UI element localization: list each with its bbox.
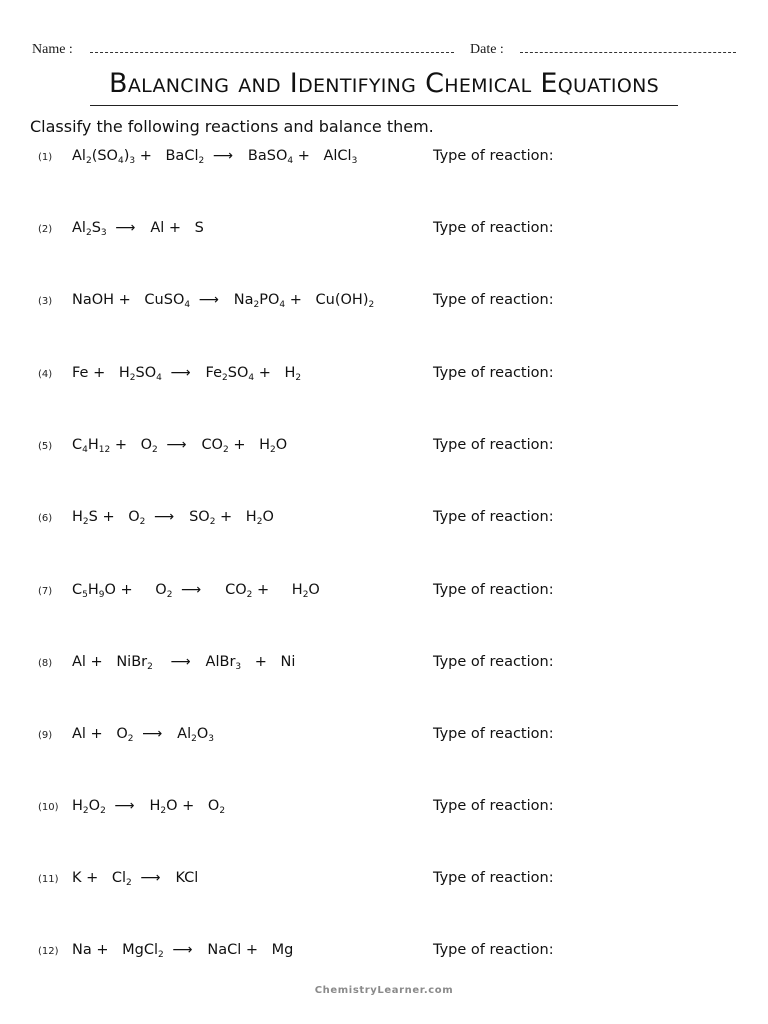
arrow-icon: ⟶ <box>142 726 163 742</box>
type-of-reaction-label: Type of reaction: <box>433 726 554 742</box>
arrow-icon: ⟶ <box>181 582 202 598</box>
chemical-equation: $Al_2(SO_4)_3$ + BaCl$_2$ ⟶ BaSO$_4$ + AlCl$_3$ <box>72 148 358 166</box>
instructions: Classify the following reactions and balance them. <box>30 117 434 136</box>
type-of-reaction-label: Type of reaction: <box>433 365 554 381</box>
type-of-reaction-label: Type of reaction: <box>433 437 554 453</box>
arrow-icon: ⟶ <box>198 292 219 308</box>
chemical-equation: $C_4H_{12} + O_2$ ⟶ $CO_2 + H_2O$ <box>72 437 288 455</box>
name-label: Name : <box>32 42 73 57</box>
chemical-equation: $H_2S + O_2$ ⟶ $SO_2 + H_2O$ <box>72 509 274 527</box>
arrow-icon: ⟶ <box>172 942 193 958</box>
chemical-equation: Na + MgCl$_2$ ⟶ NaCl + Mg <box>72 942 294 960</box>
reaction-row <box>0 796 768 826</box>
reaction-row <box>0 146 768 176</box>
arrow-icon: ⟶ <box>212 148 233 164</box>
reaction-row <box>0 507 768 537</box>
reaction-row <box>0 868 768 898</box>
type-of-reaction-label: Type of reaction: <box>433 798 554 814</box>
arrow-icon: ⟶ <box>114 798 135 814</box>
reaction-number: (8) <box>38 658 53 669</box>
chemical-equation: NaOH + CuSO$_4$ ⟶ $Na_2PO_4 + Cu(OH)_2$ <box>72 292 375 310</box>
reaction-number: (3) <box>38 296 53 307</box>
reaction-row <box>0 580 768 610</box>
reaction-number: (11) <box>38 874 59 885</box>
arrow-icon: ⟶ <box>153 509 175 525</box>
chemical-equation: Al + NiBr$_2$ ⟶ AlBr$_3$ + Ni <box>72 654 296 672</box>
arrow-icon: ⟶ <box>140 870 161 886</box>
chemical-equation: $Al + O_2$ ⟶ $Al_2O_3$ <box>72 726 215 744</box>
reaction-number: (4) <box>38 369 53 380</box>
arrow-icon: ⟶ <box>170 365 191 381</box>
title-underline <box>90 105 678 106</box>
chemical-equation: $C_5H_9O + O_2$ ⟶ $CO_2 + H_2O$ <box>72 582 320 600</box>
reaction-row <box>0 724 768 754</box>
arrow-icon: ⟶ <box>170 654 191 670</box>
reaction-row <box>0 363 768 393</box>
type-of-reaction-label: Type of reaction: <box>433 148 554 164</box>
arrow-icon: ⟶ <box>115 220 136 236</box>
type-of-reaction-label: Type of reaction: <box>433 509 554 525</box>
reaction-number: (5) <box>38 441 53 452</box>
reaction-row <box>0 290 768 320</box>
reaction-row <box>0 652 768 682</box>
arrow-icon: ⟶ <box>166 437 187 453</box>
reaction-number: (2) <box>38 224 53 235</box>
reaction-number: (7) <box>38 586 53 597</box>
date-field[interactable] <box>520 52 736 53</box>
type-of-reaction-label: Type of reaction: <box>433 292 554 308</box>
worksheet-title: Balancing and Identifying Chemical Equations <box>109 68 659 99</box>
type-of-reaction-label: Type of reaction: <box>433 220 554 236</box>
name-field[interactable] <box>90 52 454 53</box>
reaction-number: (10) <box>38 802 59 813</box>
type-of-reaction-label: Type of reaction: <box>433 654 554 670</box>
chemical-equation: $K + Cl_2$ ⟶ KCl <box>72 870 199 888</box>
type-of-reaction-label: Type of reaction: <box>433 942 554 958</box>
type-of-reaction-label: Type of reaction: <box>433 582 554 598</box>
footer-watermark: ChemistryLearner.com <box>314 985 454 996</box>
reaction-row <box>0 435 768 465</box>
type-of-reaction-label: Type of reaction: <box>433 870 554 886</box>
reaction-number: (6) <box>38 513 53 524</box>
chemical-equation: $Al_2S_3$ ⟶ Al + S <box>72 220 204 238</box>
reaction-row <box>0 940 768 970</box>
reaction-number: (9) <box>38 730 53 741</box>
chemical-equation: $H_2O_2$ ⟶ $H_2O + O_2$ <box>72 798 226 816</box>
reaction-number: (1) <box>38 152 53 163</box>
chemical-equation: $Fe + H_2SO_4$ ⟶ $Fe_2SO_4 + H_2$ <box>72 365 302 383</box>
reaction-row <box>0 218 768 248</box>
date-label: Date : <box>470 42 504 57</box>
reaction-number: (12) <box>38 946 59 957</box>
